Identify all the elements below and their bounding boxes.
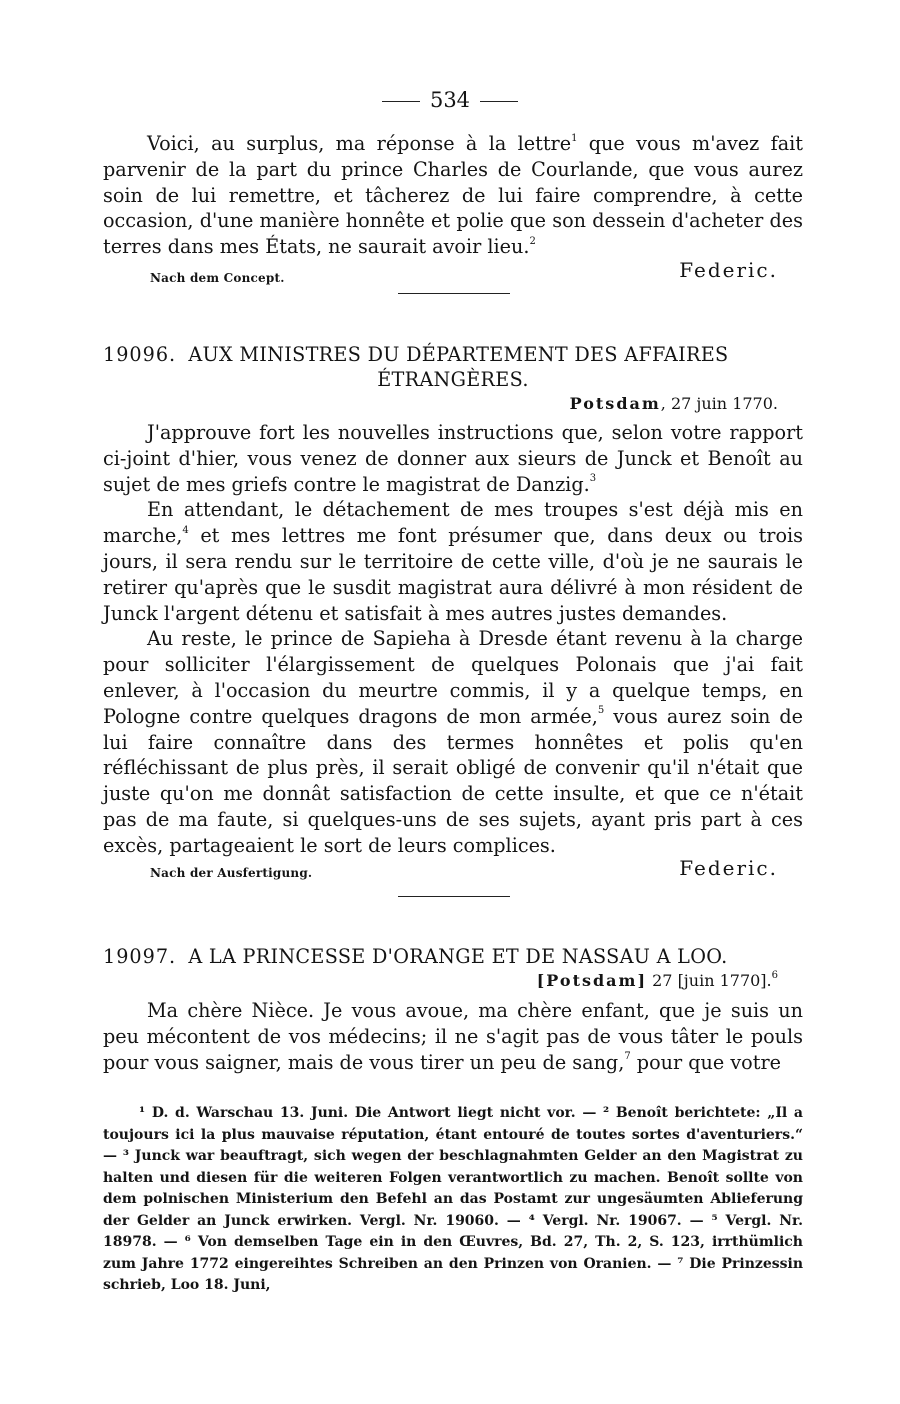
footnote-ref-7: 7 bbox=[624, 1051, 631, 1063]
letter-19097-place: [Potsdam] bbox=[536, 971, 648, 990]
top-paragraph-text-a: Voici, au surplus, ma réponse à la lettre bbox=[147, 132, 572, 155]
letter-19097-p1-text-b: pour que votre bbox=[630, 1050, 781, 1074]
letter-19097-p1-text-a: Ma chère Nièce. Je vous avoue, ma chère enfant, que je suis un peu mécontent de vos médecins; il ne s'agit pas de vous tâter le pouls pour vous saigner, mais de vous tirer un peu de sang, bbox=[103, 999, 803, 1074]
source-note-1: Nach dem Concept. bbox=[150, 271, 285, 285]
letter-19097-title: A LA PRINCESSE D'ORANGE ET DE NASSAU A LOO. bbox=[188, 945, 728, 968]
top-paragraph-text-b: que vous m'avez fait parvenir de la part du prince Charles de Courlande, que vous aurez soin de lui remettre, et tâcherez de lui faire comprendre, à cette occasion, d'une manière honnête et polie que son dessein d'acheter des terres dans mes États, ne saurait avoir lieu. bbox=[103, 132, 803, 259]
letter-19096-p3-text-a: Au reste, le prince de Sapieha à Dresde étant revenu à la charge pour solliciter l'élargissement de quelques Polonais que j'ai fait enlever, à l'occasion du meurtre commis, il y a quelque temps, en Pologne contre quelques dragons de mon armée, bbox=[103, 627, 803, 728]
letter-19096-paragraph-1 bbox=[103, 420, 803, 497]
letter-19097-heading bbox=[103, 944, 803, 969]
letter-19096-dateline bbox=[0, 394, 778, 413]
page-number-text: 534 bbox=[429, 88, 471, 112]
letter-19096-p2-text-b: et mes lettres me font présumer que, dans deux ou trois jours, il sera rendu sur le territoire de cette ville, d'où je ne saurais le retirer qu'après que le susdit magistrat aura délivré à mon résident de Junck l'argent détenu et satisfait à mes autres justes demandes. bbox=[103, 524, 803, 625]
page-number-dash-right bbox=[480, 101, 518, 102]
footnotes-text: ¹ D. d. Warschau 13. Juni. Die Antwort liegt nicht vor. — ² Benoît berichtete: „Il a toujours ici la plus mauvaise réputation, étant entouré de toutes sortes d'aventuriers.“ — ³ Junck war beauftragt, sich wegen der beschlagnahmten Gelder an den Magistrat zu halten und diesen für die weiteren Folgen verantwortlich zu machen. Benoît sollte von dem polnischen Ministerium den Befehl an das Postamt zur ungesäumten Ablieferung der Gelder an Junck erwirken. Vergl. Nr. 19060. — ⁴ Vergl. Nr. 19067. — ⁵ Vergl. Nr. 18978. — ⁶ Von demselben Tage ein in den Œuvres, Bd. 27, Th. 2, S. 123, irrthümlich zum Jahre 1772 eingereihtes Schreiben an den Prinzen von Oranien. — ⁷ Die Prinzessin schrieb, Loo 18. Juni, bbox=[103, 1105, 803, 1293]
footnote-ref-1: 1 bbox=[571, 132, 578, 144]
letter-19096-paragraph-3 bbox=[103, 626, 803, 858]
letter-19096-title-line2: ÉTRANGÈRES. bbox=[377, 368, 529, 391]
letter-19096-body bbox=[103, 420, 803, 859]
footnote-ref-2: 2 bbox=[529, 235, 536, 247]
letter-19097-body bbox=[103, 998, 803, 1075]
source-note-2: Nach der Ausfertigung. bbox=[150, 866, 313, 880]
footnotes bbox=[103, 1103, 803, 1297]
letter-19096-title-line1: AUX MINISTRES DU DÉPARTEMENT DES AFFAIRES bbox=[188, 343, 729, 366]
letter-19097-dateline bbox=[0, 971, 778, 990]
footnote-ref-4: 4 bbox=[182, 524, 189, 536]
letter-19096-number: 19096. bbox=[103, 343, 177, 366]
footnote-ref-6: 6 bbox=[771, 969, 778, 981]
letter-19097-number: 19097. bbox=[103, 945, 177, 968]
section-rule-1 bbox=[398, 293, 510, 294]
letter-19096-p3-text-b: vous aurez soin de lui faire connaître dans des termes honnêtes et polis qu'en réfléchissant de plus près, il serait obligé de convenir qu'il n'était que juste qu'on me donnât satisfaction de cette insulte, et que ce n'était pas de ma faute, si quelques-uns de ses sujets, ayant pris part à ces excès, partageaient le sort de leurs complices. bbox=[103, 704, 803, 857]
signature-2: Federic. bbox=[679, 856, 778, 880]
letter-19097-paragraph-1 bbox=[103, 998, 803, 1075]
signature-1: Federic. bbox=[679, 258, 778, 282]
footnote-ref-3: 3 bbox=[589, 473, 597, 485]
letter-19096-date: , 27 juin 1770. bbox=[660, 394, 778, 413]
letter-19096-paragraph-2 bbox=[103, 497, 803, 626]
letter-19096-p1-text: J'approuve fort les nouvelles instructions que, selon votre rapport ci-joint d'hier, vous venez de donner aux sieurs de Junck et Benoît au sujet de mes griefs contre le magistrat de Danzig. bbox=[103, 421, 803, 496]
footnote-ref-5: 5 bbox=[597, 705, 605, 717]
letter-19096-place: Potsdam bbox=[569, 394, 661, 413]
page-number bbox=[0, 88, 900, 112]
page-number-dash-left bbox=[382, 101, 420, 102]
letter-19096-p2-text-a: En attendant, le détachement de mes troupes s'est déjà mis en marche, bbox=[103, 498, 803, 548]
letter-19097-date: 27 [juin 1770]. bbox=[647, 971, 772, 990]
section-rule-2 bbox=[398, 896, 510, 897]
top-paragraph bbox=[103, 131, 803, 260]
top-paragraph-block bbox=[103, 131, 803, 260]
letter-19096-heading bbox=[103, 342, 803, 392]
